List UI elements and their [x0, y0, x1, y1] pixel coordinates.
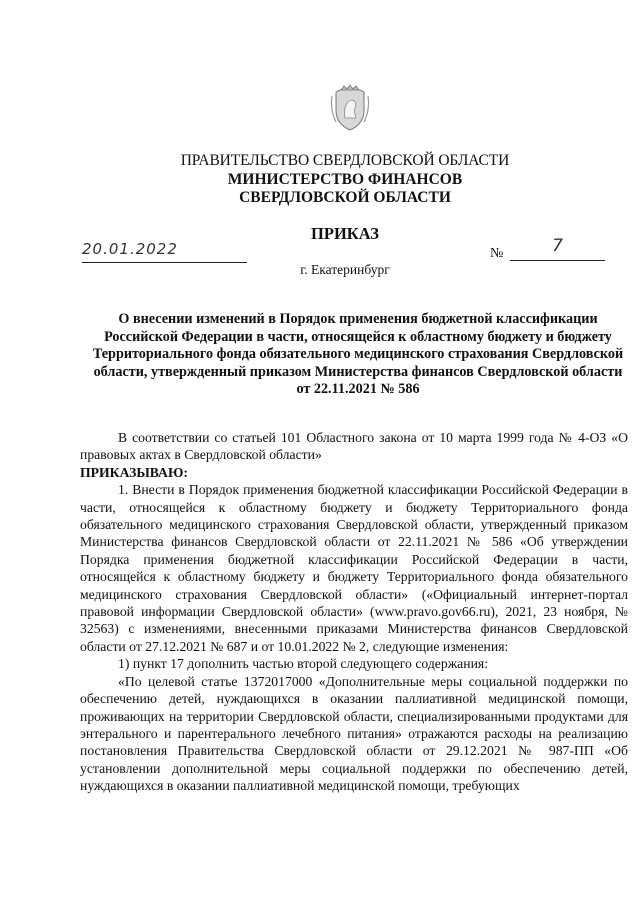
subitem-1-paragraph: 1) пункт 17 дополнить частью второй следующего содержания: — [118, 656, 489, 672]
directive-word: ПРИКАЗЫВАЮ: — [80, 464, 188, 480]
order-number-label: № — [490, 246, 504, 261]
coat-of-arms-icon — [330, 84, 370, 132]
order-body — [80, 429, 628, 795]
government-name: ПРАВИТЕЛЬСТВО СВЕРДЛОВСКОЙ ОБЛАСТИ — [180, 152, 510, 169]
quote-paragraph: «По целевой статье 1372017000 «Дополнительные меры социальной поддержки по обеспечению детей, нуждающихся в оказании паллиативной медицинской помощи, проживающих на территории Свердловской области, специализированными продуктами для энтерального и парентерального лечебного питания» отражаются расходы на реализацию постановления Правительства Свердловской области от 29.12.2021 № 987-ПП «Об установлении дополнительной меры социальной поддержки по обеспечению детей, нуждающихся в оказании паллиативной медицинской помощи, требующих — [80, 673, 628, 794]
preamble-paragraph: В соответствии со статьей 101 Областного закона от 10 марта 1999 года № 4-ОЗ «О правовых актах в Свердловской области» — [80, 430, 628, 463]
order-number: 7 — [510, 236, 605, 261]
order-title: О внесении изменений в Порядок применения бюджетной классификации Российской Федерации в части, относящейся к областному бюджету и бюджету Территориального фонда обязательного медицинского страхования Свердловской области, утвержденный приказом Министерства финансов Свердловской области от 22.11.2021 № 586 — [92, 311, 624, 398]
item-1-paragraph: 1. Внести в Порядок применения бюджетной классификации Российской Федерации в части, относящейся к областному бюджету и бюджету Территориального фонда обязательного медицинского страхования Свердловской области, утвержденный приказом Министерства финансов Свердловской области от 22.11.2021 № 586 «Об утверждении Порядка применения бюджетной классификации Российской Федерации в части, относящейся к областному бюджету и бюджету Территориального фонда обязательного медицинского страхования Свердловской области» («Официальный интернет-портал правовой информации Свердловской области» (www.pravo.gov66.ru), 2021, 23 ноября, № 32563) с изменениями, внесенными приказами Министерства финансов Свердловской области от 27.12.2021 № 687 и от 10.01.2022 № 2, следующие изменения: — [80, 482, 628, 654]
ministry-name-line2: СВЕРДЛОВСКОЙ ОБЛАСТИ — [239, 189, 451, 206]
ministry-name-line1: МИНИСТЕРСТВО ФИНАНСОВ — [227, 171, 463, 188]
order-date: 20.01.2022 — [82, 240, 247, 263]
order-city: г. Екатеринбург — [300, 262, 390, 277]
document-type: ПРИКАЗ — [311, 224, 379, 243]
